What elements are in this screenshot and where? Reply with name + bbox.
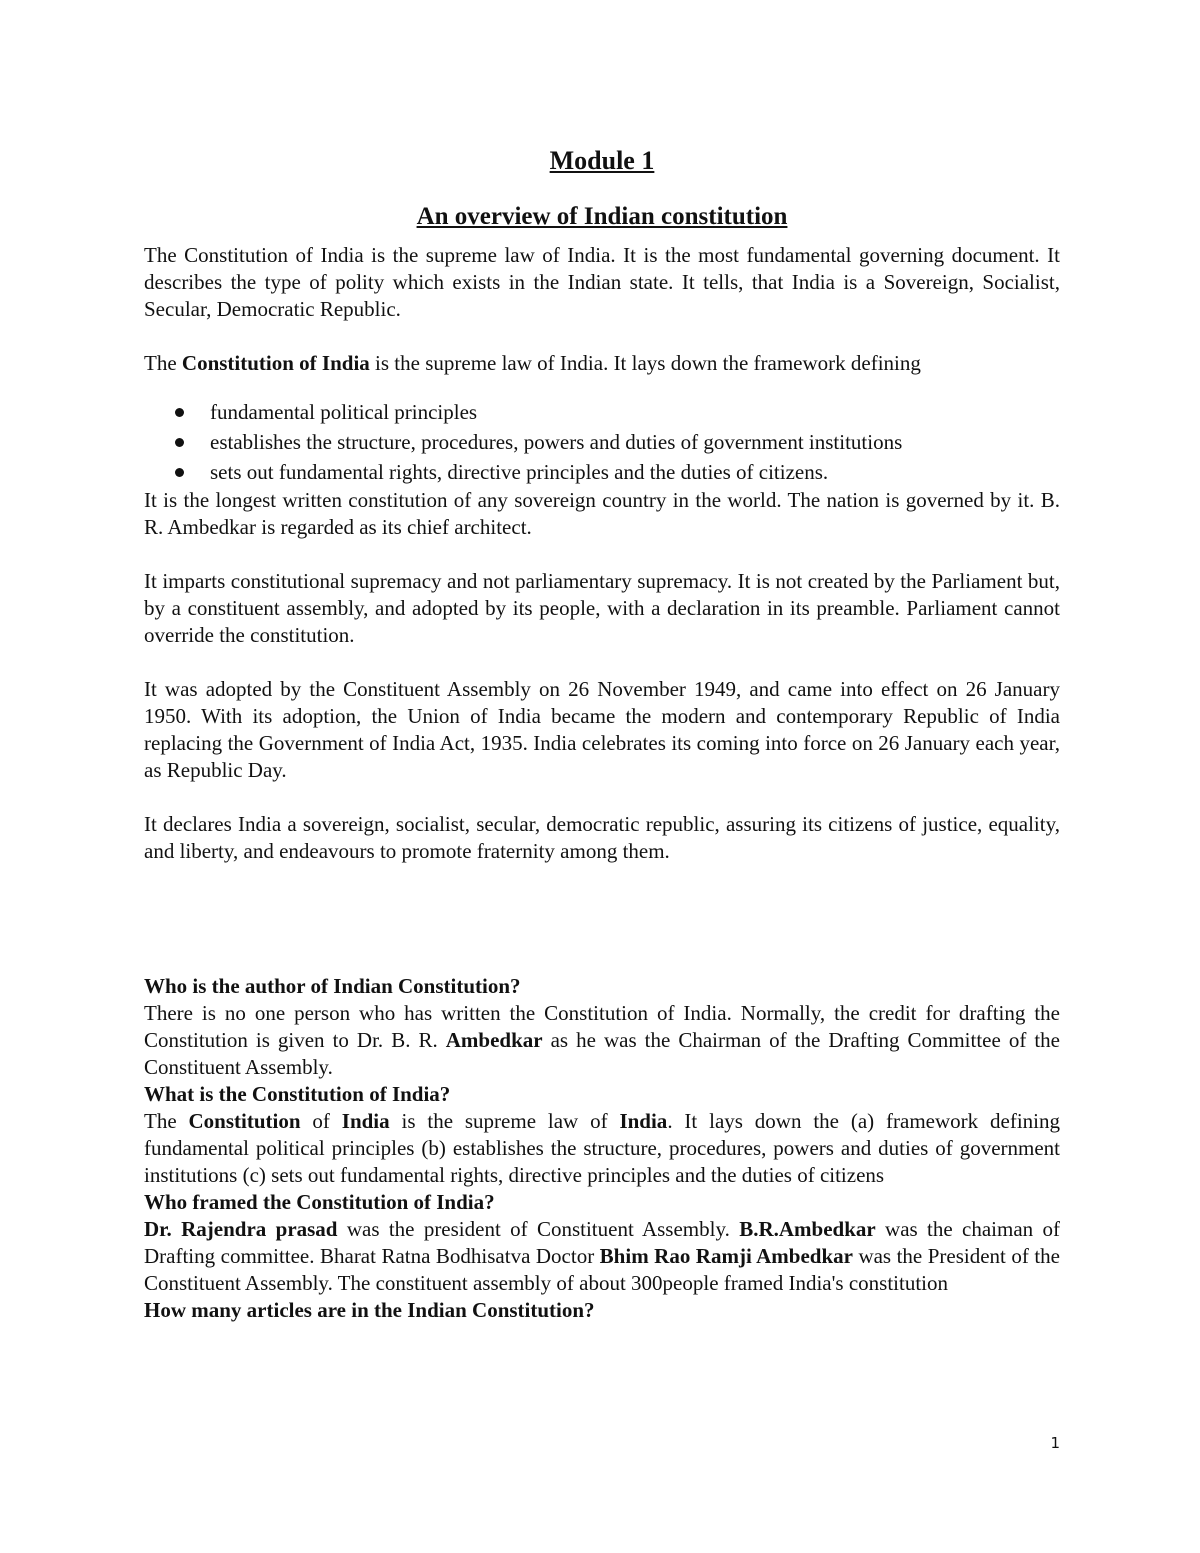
framework-bullet-list: [144, 397, 1060, 487]
answer-bold: India: [341, 1109, 390, 1133]
answer-bold: Bhim Rao Ramji Ambedkar: [599, 1244, 853, 1268]
page-content: [144, 140, 1060, 1324]
answer-bold: Constitution: [188, 1109, 301, 1133]
faq-question-what: What is the Constitution of India?: [144, 1082, 451, 1106]
answer-bold: B.R.Ambedkar: [739, 1217, 876, 1241]
supremacy-paragraph: It imparts constitutional supremacy and not parliamentary supremacy. It is not created by the Parliament but, by a constituent assembly, and adopted by its people, with a declaration in its preamble. Parliament cannot override the constitution.: [144, 569, 1060, 647]
answer-text: as he was the Chairman of the Drafting Committee of the Constituent Assembly.: [144, 1028, 1060, 1079]
answer-text: was the president of Constituent Assembly.: [337, 1217, 740, 1241]
list-item: [144, 397, 1060, 427]
answer-text: . It lays down the (a) framework defining fundamental political principles (b) establishes the structure, procedures, powers and duties of government institutions (c) sets out fundamental rights, directive principles and the duties of citizens: [144, 1109, 1060, 1187]
bullet-text: establishes the structure, procedures, powers and duties of government institutions: [210, 430, 903, 454]
list-item: [144, 427, 1060, 457]
faq-question-author: Who is the author of Indian Constitution?: [144, 974, 521, 998]
answer-bold: Ambedkar: [445, 1028, 543, 1052]
faq-answer-framed: [144, 1216, 1060, 1297]
framework-lead-post: is the supreme law of India. It lays down the framework defining: [369, 351, 921, 375]
faq-question-framed: Who framed the Constitution of India?: [144, 1190, 495, 1214]
longest-constitution-paragraph: It is the longest written constitution of any sovereign country in the world. The nation is governed by it. B. R. Ambedkar is regarded as its chief architect.: [144, 488, 1060, 539]
list-item: [144, 457, 1060, 487]
answer-text: There is no one person who has written the Constitution of India. Normally, the credit for drafting the Constitution is given to Dr. B. R.: [144, 1001, 1060, 1052]
answer-text: was the President of the Constituent Assembly. The constituent assembly of about 300people framed India's constitution: [144, 1244, 1060, 1295]
faq-answer-what: [144, 1108, 1060, 1189]
framework-lead-bold: Constitution of India: [181, 351, 370, 375]
answer-text: is the supreme law of: [389, 1109, 620, 1133]
adoption-paragraph: It was adopted by the Constituent Assembly on 26 November 1949, and came into effect on 26 January 1950. With its adoption, the Union of India became the modern and contemporary Republic of India replacing the Government of India Act, 1935. India celebrates its coming into force on 26 January each year, as Republic Day.: [144, 677, 1060, 782]
document-subtitle: An overview of Indian constitution: [416, 203, 788, 230]
intro-paragraph: The Constitution of India is the supreme law of India. It is the most fundamental governing document. It describes the type of polity which exists in the Indian state. It tells, that India is a Sovereign, Socialist, Secular, Democratic Republic.: [144, 243, 1060, 321]
framework-lead-paragraph: [144, 350, 1060, 377]
page-number: 1: [1050, 1434, 1060, 1452]
bullet-text: sets out fundamental rights, directive principles and the duties of citizens.: [210, 460, 829, 484]
bullet-icon: [175, 438, 184, 447]
bullet-icon: [175, 408, 184, 417]
bullet-text: fundamental political principles: [210, 400, 478, 424]
faq-answer-author: [144, 1000, 1060, 1081]
bullet-icon: [175, 468, 184, 477]
framework-lead-pre: The: [144, 351, 182, 375]
declaration-paragraph: It declares India a sovereign, socialist, secular, democratic republic, assuring its citizens of justice, equality, and liberty, and endeavours to promote fraternity among them.: [144, 812, 1060, 863]
module-title: Module 1: [549, 146, 655, 175]
answer-text: of: [300, 1109, 342, 1133]
answer-text: The: [144, 1109, 189, 1133]
faq-question-articles: How many articles are in the Indian Constitution?: [144, 1298, 595, 1322]
answer-text: was the chaiman of Drafting committee. Bharat Ratna Bodhisatva Doctor: [144, 1217, 1060, 1268]
answer-bold: India: [619, 1109, 668, 1133]
answer-bold: Dr. Rajendra prasad: [144, 1217, 338, 1241]
